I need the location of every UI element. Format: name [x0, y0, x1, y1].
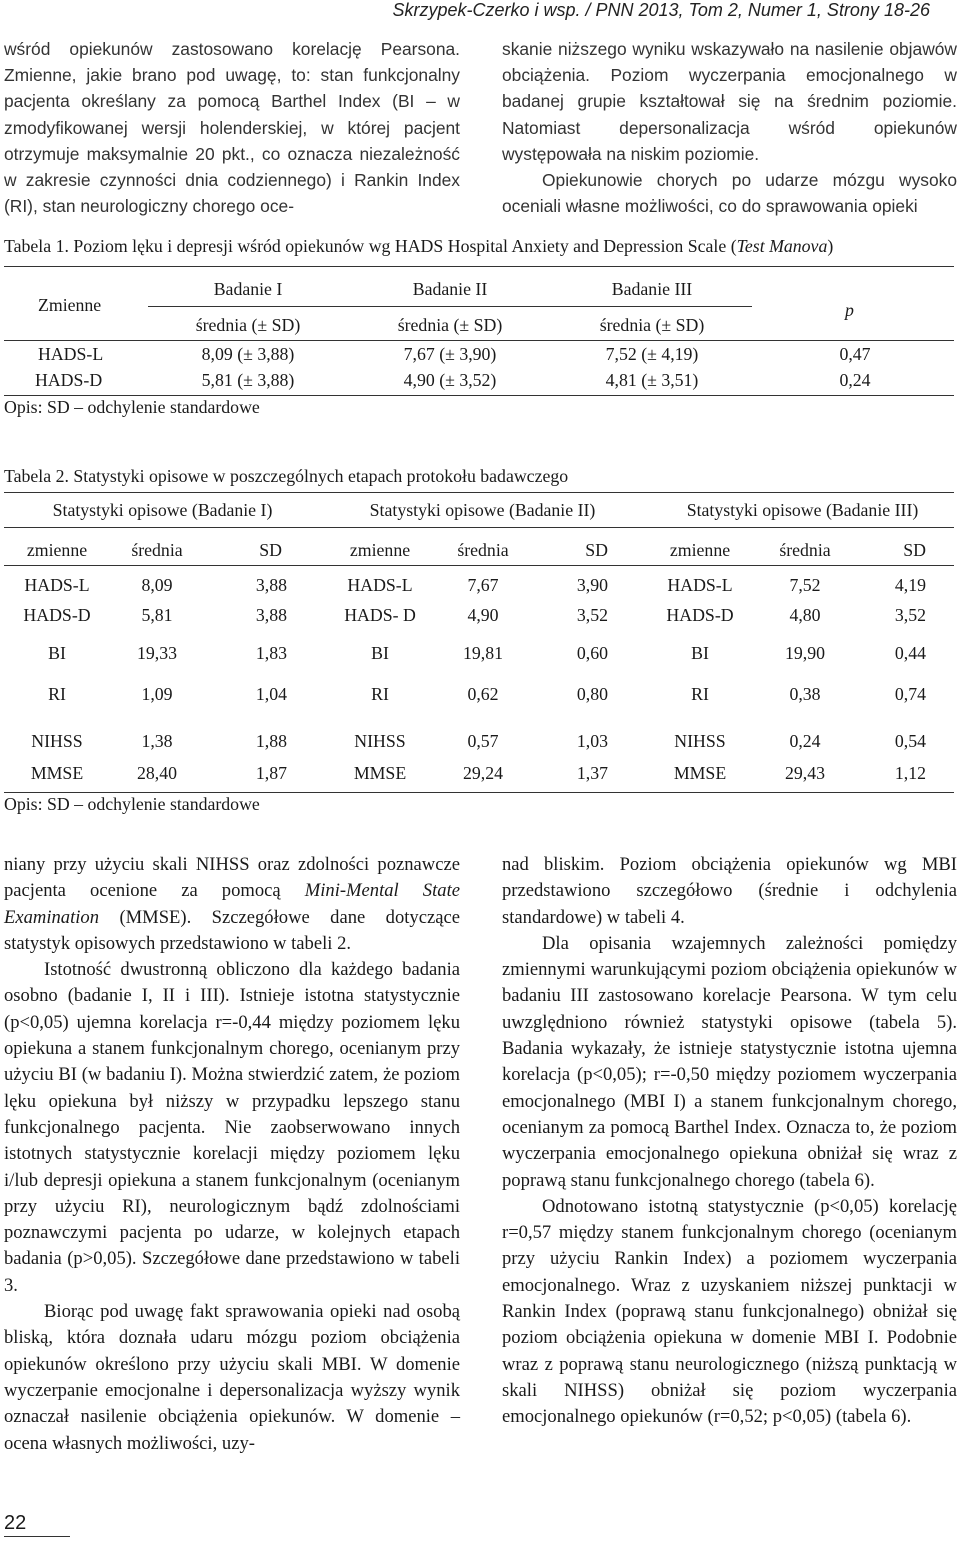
table2-row6-mean-2: 29,24	[462, 763, 503, 783]
table2-row4-var-2: RI	[371, 684, 389, 704]
table2-row4-sd-3: 0,74	[894, 684, 926, 704]
table2-row5-mean-1: 1,38	[141, 731, 173, 751]
table2-sub-mean-3: średnia	[779, 540, 831, 560]
table1-sub-2: średnia (± SD)	[397, 315, 503, 335]
table1-row2-p: 0,24	[839, 370, 871, 390]
top-right-paragraph-1: skanie niższego wyniku wskazywało na nasilenie objawów obciążenia. Poziom wyczerpania emocjonalnego w badanej grupie kształtował się na średnim poziomie. Natomiast depersonalizacja wśród opiekunów występowała na niskim poziomie.	[502, 39, 957, 164]
table2-row2-mean-3: 4,80	[789, 605, 821, 625]
table2-row5-sd-1: 1,88	[255, 731, 287, 751]
bottom-left-p1-b: (MMSE). Szczegółowe dane dotyczące statystyk opisowych przedstawiono w tabeli 2.	[4, 906, 460, 954]
table2-row6-mean-1: 28,40	[136, 763, 177, 783]
table2-sub-mean-2: średnia	[457, 540, 509, 560]
table2-row1-sd-2: 3,90	[576, 575, 608, 595]
bottom-left-p1-italic: Mini-Mental State Examination	[4, 880, 460, 928]
table2-sub-sd-1: SD	[259, 540, 282, 560]
bottom-right-paragraph-1: nad bliskim. Poziom obciążenia opiekunów wg MBI przedstawiono szczegółowo (średnie i odchylenia standardowe) w tabeli 4.	[502, 854, 957, 928]
bottom-left-paragraph-2: Istotność dwustronną obliczono dla każdego badania osobno (badanie I, II i III). Istnieje istotna statystycznie (p<0,05) ujemna korelacja r=-0,44 między poziomem lęku opiekuna a stanem funkcjonalnym chorego, ocenianym przy użyciu BI (w badaniu I). Można stwierdzić zatem, że poziom lęku opiekuna był niższy w przypadku lepszego stanu funkcjonalnego pacjenta. Nie zaobserwowano innych istotnych statystycznie korelacji między poziomem lęku i/lub depresji opiekuna a stanem funkcjonalnym (ocenianym przy użyciu RI), neurologicznym bądź zdolnościami poznawczymi pacjenta po udarze, w kolejnych etapach badania (p>0,05). Szczegółowe dane przedstawiono w tabeli 3.	[4, 959, 460, 1296]
table2-row6-sd-1: 1,87	[255, 763, 287, 783]
table2-row5-mean-3: 0,24	[789, 731, 821, 751]
table2-sub-sd-2: SD	[585, 540, 608, 560]
table2-row3-mean-3: 19,90	[784, 643, 825, 663]
table2-row2-var-3: HADS-D	[666, 605, 734, 625]
table2-row5-var-1: NIHSS	[31, 731, 83, 751]
table2-row4-mean-1: 1,09	[141, 684, 173, 704]
table2-row1-mean-1: 8,09	[141, 575, 173, 595]
table2-top-rule	[4, 492, 954, 493]
table2-row2-mean-1: 5,81	[141, 605, 173, 625]
table2-row4-sd-1: 1,04	[255, 684, 287, 704]
table1-sub-3: średnia (± SD)	[599, 315, 705, 335]
top-right-paragraph-2: Opiekunowie chorych po udarze mózgu wysoko oceniali własne możliwości, co do sprawowania opieki	[502, 170, 957, 217]
table1-group-3: Badanie III	[611, 279, 693, 299]
table1-caption-suffix: )	[827, 236, 834, 256]
table2-group-rule	[4, 527, 954, 528]
table2-row2-var-1: HADS-D	[23, 605, 91, 625]
bottom-right-paragraph-3: Odnotowano istotną statystycznie (p<0,05) korelację r=0,57 między stanem funkcjonalnym chorego (ocenianym przy użyciu Rankin Index) a poziomem wyczerpania emocjonalnego. Wraz z uzyskaniem niższej punktacji w Rankin Index (poprawą stanu funkcjonalnego) obniżał się poziom obciążenia opiekuna w domenie MBI I. Podobnie wraz z poprawą stanu neurologicznego (niższą punktacją w skali NIHSS) obniżał się poziom wyczerpania emocjonalnego opiekunów (r=0,52; p<0,05) (tabela 6).	[502, 1195, 957, 1428]
table1-caption-text: Poziom lęku i depresji wśród opiekunów wg HADS Hospital Anxiety and Depression Scale (	[73, 236, 737, 256]
table2-row3-sd-1: 1,83	[255, 643, 287, 663]
table2-row4-var-3: RI	[691, 684, 709, 704]
bottom-right-column	[502, 852, 957, 1431]
table1-row1-p: 0,47	[839, 344, 871, 364]
table1-row1-b3: 7,52 (± 4,19)	[605, 344, 699, 364]
table2-row4-sd-2: 0,80	[576, 684, 608, 704]
table2-row5-mean-2: 0,57	[467, 731, 499, 751]
table2-sub-var-2: zmienne	[349, 540, 411, 560]
table2-row4-mean-3: 0,38	[789, 684, 821, 704]
bottom-left-column	[4, 852, 460, 1457]
table2-group-2: Statystyki opisowe (Badanie II)	[369, 500, 596, 520]
table1-row1-b1: 8,09 (± 3,88)	[201, 344, 295, 364]
table2-row5-sd-2: 1,03	[576, 731, 608, 751]
table2-row3-var-1: BI	[48, 643, 66, 663]
table1-row2-b1: 5,81 (± 3,88)	[201, 370, 295, 390]
running-header: Skrzypek-Czerko i wsp. / PNN 2013, Tom 2, Numer 1, Strony 18-26	[392, 0, 930, 20]
table2-row3-mean-2: 19,81	[462, 643, 503, 663]
table2-row3-sd-3: 0,44	[894, 643, 926, 663]
table2-group-3: Statystyki opisowe (Badanie III)	[686, 500, 919, 520]
table2-row1-var-3: HADS-L	[667, 575, 733, 595]
table2-sub-mean-1: średnia	[131, 540, 183, 560]
bottom-left-paragraph-1	[4, 852, 460, 957]
table1-caption-prefix: Tabela 1.	[4, 236, 69, 256]
table1-row1-variable: HADS-L	[38, 344, 104, 364]
table2-note: Opis: SD – odchylenie standardowe	[4, 794, 260, 814]
table2-row4-var-1: RI	[48, 684, 66, 704]
table1-header-variable: Zmienne	[38, 295, 102, 315]
table2-row5-sd-3: 0,54	[894, 731, 926, 751]
table2-row1-mean-2: 7,67	[467, 575, 499, 595]
table1-row1-b2: 7,67 (± 3,90)	[403, 344, 497, 364]
bottom-right-paragraph-2: Dla opisania wzajemnych zależności pomiędzy zmiennymi warunkującymi poziom obciążenia opiekunów w badaniu III zastosowano korelacje Pearsona. W tym celu uwzględniono również statystyki opisowe (tabela 5). Badania wykazały, że istnieje statystycznie istotna ujemna korelacja (p<0,05); r=-0,50 między poziomem wyczerpania emocjonalnego (MBI I) a stanem funkcjonalnym chorego, ocenianym za pomocą Barthel Index. Oznacza to, że poziom wyczerpania emocjonalnego opiekuna obniżał się wraz z poprawą stanu funkcjonalnego chorego (tabela 6).	[502, 932, 957, 1191]
table1-group-2: Badanie II	[412, 279, 488, 299]
table2-row4-mean-2: 0,62	[467, 684, 499, 704]
table2-row2-sd-1: 3,88	[255, 605, 287, 625]
table1-group-1: Badanie I	[213, 279, 283, 299]
table2-sub-var-3: zmienne	[669, 540, 731, 560]
table1-caption-italic: Test Manova	[736, 236, 828, 256]
table2-row1-var-2: HADS-L	[347, 575, 413, 595]
table2-row2-mean-2: 4,90	[467, 605, 499, 625]
top-left-paragraph: wśród opiekunów zastosowano korelację Pearsona. Zmienne, jakie brano pod uwagę, to: stan funkcjonalny pacjenta określany za pomocą Barthel Index (BI – w zmodyfikowanej wersji holenderskiej, w której pacjent otrzymuje maksymalnie 20 pkt., co oznacza niezależność w zakresie czynności dnia codziennego) i Rankin Index (RI), stan neurologiczny chorego oce-	[4, 39, 460, 217]
table2-row5-var-2: NIHSS	[354, 731, 406, 751]
table2-row2-sd-2: 3,52	[576, 605, 608, 625]
table2-row1-mean-3: 7,52	[789, 575, 821, 595]
bottom-left-paragraph-3: Biorąc pod uwagę fakt sprawowania opieki nad osobą bliską, która doznała udaru mózgu poziom obciążenia opiekunów określono przy użyciu skali MBI. W domenie wyczerpanie emocjonalne i depersonalizacja wyższy wynik oznaczał nasilenie obciążenia opiekunów. W domenie – ocena własnych możliwości, uzy-	[4, 1301, 460, 1454]
table1-header-p: p	[845, 300, 854, 320]
table2-row6-var-1: MMSE	[30, 763, 84, 783]
table2-sub-sd-3: SD	[903, 540, 926, 560]
table2-row3-var-2: BI	[371, 643, 389, 663]
bottom-left-p1-a: niany przy użyciu skali NIHSS oraz zdolności poznawcze pacjenta ocenione za pomocą	[4, 854, 460, 902]
table1-sub-1: średnia (± SD)	[195, 315, 301, 335]
page-number-rule	[4, 1536, 70, 1537]
table2-row3-sd-2: 0,60	[576, 643, 608, 663]
table1-row2-variable: HADS-D	[35, 370, 103, 390]
table2-group-1: Statystyki opisowe (Badanie I)	[52, 500, 273, 520]
table2-row2-var-2: HADS- D	[344, 605, 416, 625]
table2-row6-sd-3: 1,12	[894, 763, 926, 783]
table1-row2-b2: 4,90 (± 3,52)	[403, 370, 497, 390]
table2-row6-mean-3: 29,43	[784, 763, 825, 783]
table2-row1-sd-1: 3,88	[255, 575, 287, 595]
table2-bottom-rule	[4, 792, 954, 793]
table2-caption-text: Statystyki opisowe w poszczególnych etapach protokołu badawczego	[73, 466, 569, 486]
table2-row1-sd-3: 4,19	[894, 575, 926, 595]
table2-row5-var-3: NIHSS	[674, 731, 726, 751]
table2-row6-var-3: MMSE	[673, 763, 727, 783]
page-number: 22	[4, 1512, 27, 1534]
table2-sub-var-1: zmienne	[26, 540, 88, 560]
table2-caption-prefix: Tabela 2.	[4, 466, 69, 486]
table1-row2-b3: 4,81 (± 3,51)	[605, 370, 699, 390]
table2-row3-var-3: BI	[691, 643, 709, 663]
table2-row3-mean-1: 19,33	[136, 643, 177, 663]
table2-header-rule	[4, 565, 954, 566]
table1-note: Opis: SD – odchylenie standardowe	[4, 397, 260, 417]
table2-row1-var-1: HADS-L	[24, 575, 90, 595]
table2-row6-sd-2: 1,37	[576, 763, 608, 783]
table2-row2-sd-3: 3,52	[894, 605, 926, 625]
table2-row6-var-2: MMSE	[353, 763, 407, 783]
